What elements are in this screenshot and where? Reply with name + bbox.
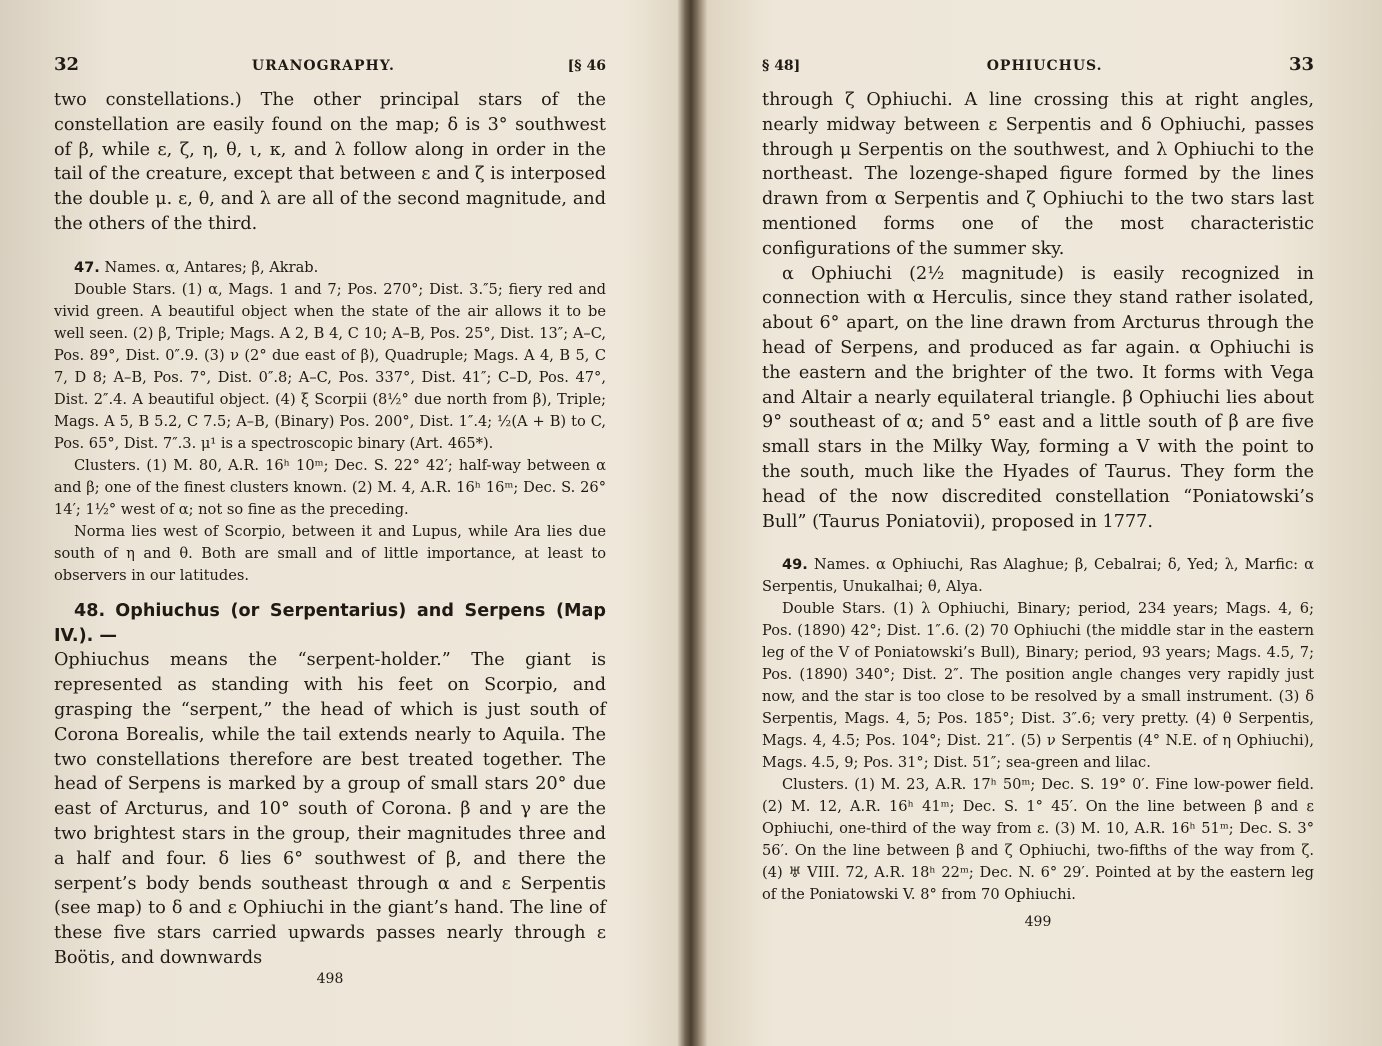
section-47-norma: Norma lies west of Scorpio, between it and Lupus, while Ara lies due south of η and θ. Both are small and of little importance, at least to observers in our latitudes. [54, 522, 606, 584]
section-47-clusters: Clusters. (1) M. 80, A.R. 16ʰ 10ᵐ; Dec. S. 22° 42′; half-way between α and β; one of the finest clusters known. (2) M. 4, A.R. 16ʰ 16ᵐ; Dec. S. 26° 14′; 1½° west of α; not so fine as the preceding. [54, 456, 606, 518]
intro-paragraph: two constellations.) The other principal stars of the constellation are easily found on the map; δ is 3° southwest of β, while ε, ζ, η, θ, ι, κ, and λ follow along in order in the tail of the creature, except that between ε and ζ is interposed the double μ. ε, θ, and λ are all of the second magnitude, and the others of the third. [54, 90, 606, 234]
section-49-clusters: Clusters. (1) M. 23, A.R. 17ʰ 50ᵐ; Dec. S. 19° 0′. Fine low-power field. (2) M. 12, A.R. 16ʰ 41ᵐ; Dec. S. 1° 45′. On the line between β and ε Ophiuchi, one-third of the way from ε. (3) M. 10, A.R. 16ʰ 51ᵐ; Dec. S. 3° 56′. On the line between β and ζ Ophiuchi, two-fifths of the way from ζ. (4) ♅ VIII. 72, A.R. 18ʰ 22ᵐ; Dec. N. 6° 29′. Pointed at by the eastern leg of the Poniatowski V. 8° from 70 Ophiuchi. [762, 776, 1314, 904]
section-48-heading: 48. Ophiuchus (or Serpentarius) and Serpens (Map IV.). — [54, 600, 607, 646]
section-ref: § 48] [762, 58, 801, 74]
running-title: URANOGRAPHY. [251, 58, 395, 74]
running-head [54, 54, 606, 88]
page-number: 32 [54, 54, 80, 75]
section-number: 47. [74, 258, 100, 276]
page-number: 33 [1288, 54, 1314, 75]
section-47-names: 47. Names. α, Antares; β, Akrab. [74, 258, 319, 276]
section-number: 49. [782, 556, 808, 574]
right-page [700, 0, 1382, 1046]
section-48-text: Ophiuchus means the “serpent-holder.” The giant is represented as standing with his feet on Scorpio, and grasping the “serpent,” the head of which is just south of Corona Borealis, while the tail extends nearly to Aquila. The two constellations therefore are best treated together. The head of Serpens is marked by a group of small stars 20° due east of Arcturus, and 10° south of Corona. β and γ are the two brightest stars in the group, their magnitudes three and a half and four. δ lies 6° southwest of β, and there the serpent’s body bends southeast through α and ε Serpentis (see map) to δ and ε Ophiuchi in the giant’s hand. The line of these five stars carried upwards passes nearly through ε Boötis, and downwards [54, 650, 606, 968]
running-title: OPHIUCHUS. [986, 58, 1103, 74]
folio: 499 [1024, 914, 1052, 931]
section-ref: [§ 46 [567, 58, 606, 74]
folio: 498 [316, 970, 344, 987]
section-number: 48. [74, 600, 106, 621]
paragraph-1: through ζ Ophiuchi. A line crossing this at right angles, nearly midway between ε Serpentis and δ Ophiuchi, passes through μ Serpentis on the southwest, and λ Ophiuchi to the northeast. The lozenge-shaped figure formed by the lines drawn from α Serpentis and ζ Ophiuchi to the two stars last mentioned forms one of the most characteristic configurations of the summer sky. [762, 90, 1314, 259]
paragraph-2: α Ophiuchi (2½ magnitude) is easily recognized in connection with α Herculis, since they stand rather isolated, about 6° apart, on the line drawn from Arcturus through the head of Serpens, and produced as far again. α Ophiuchi is the eastern and the brighter of the two. It forms with Vega and Altair a nearly equilateral triangle. β Ophiuchi lies about 9° southeast of α; and 5° east and a little south of β are five small stars in the Milky Way, forming a V with the point to the south, much like the Hyades of Taurus. They form the head of the now discredited constellation “Poniatowski’s Bull” (Taurus Poniatovii), proposed in 1777. [762, 263, 1314, 532]
left-page [0, 0, 676, 1046]
section-47-double-stars: Double Stars. (1) α, Mags. 1 and 7; Pos. 270°; Dist. 3.″5; fiery red and vivid green. A beautiful object when the state of the air allows it to be well seen. (2) β, Triple; Mags. A 2, B 4, C 10; A–B, Pos. 25°, Dist. 13″; A–C, Pos. 89°, Dist. 0″.9. (3) ν (2° due east of β), Quadruple; Mags. A 4, B 5, C 7, D 8; A–B, Pos. 7°, Dist. 0″.8; A–C, Pos. 337°, Dist. 41″; C–D, Pos. 47°, Dist. 2″.4. A beautiful object. (4) ξ Scorpii (8½° due north from β), Triple; Mags. A 5, B 5.2, C 7.5; A–B, (Binary) Pos. 200°, Dist. 1″.4; ½(A + B) to C, Pos. 65°, Dist. 7″.3. μ¹ is a spectroscopic binary (Art. 465*). [54, 280, 606, 452]
section-49-double-stars: Double Stars. (1) λ Ophiuchi, Binary; period, 234 years; Mags. 4, 6; Pos. (1890) 42°; Dist. 1″.6. (2) 70 Ophiuchi (the middle star in the eastern leg of the V of Poniatowski’s Bull), Binary; period, 93 years; Mags. 4.5, 7; Pos. (1890) 340°; Dist. 2″. The position angle changes very rapidly just now, and the star is too close to be resolved by a small instrument. (3) δ Serpentis, Mags. 4, 5; Pos. 185°; Dist. 3″.6; very pretty. (4) θ Serpentis, Mags. 4, 4.5; Pos. 104°; Dist. 21″. (5) ν Serpentis (4° N.E. of η Ophiuchi), Mags. 4.5, 9; Pos. 31°; Dist. 51″; sea-green and lilac. [762, 600, 1314, 772]
running-head [762, 54, 1314, 88]
section-49-names: 49. Names. α Ophiuchi, Ras Alaghue; β, Cebalrai; δ, Yed; λ, Marfic: α Serpentis, Unukalhai; θ, Alya. [762, 556, 1314, 596]
